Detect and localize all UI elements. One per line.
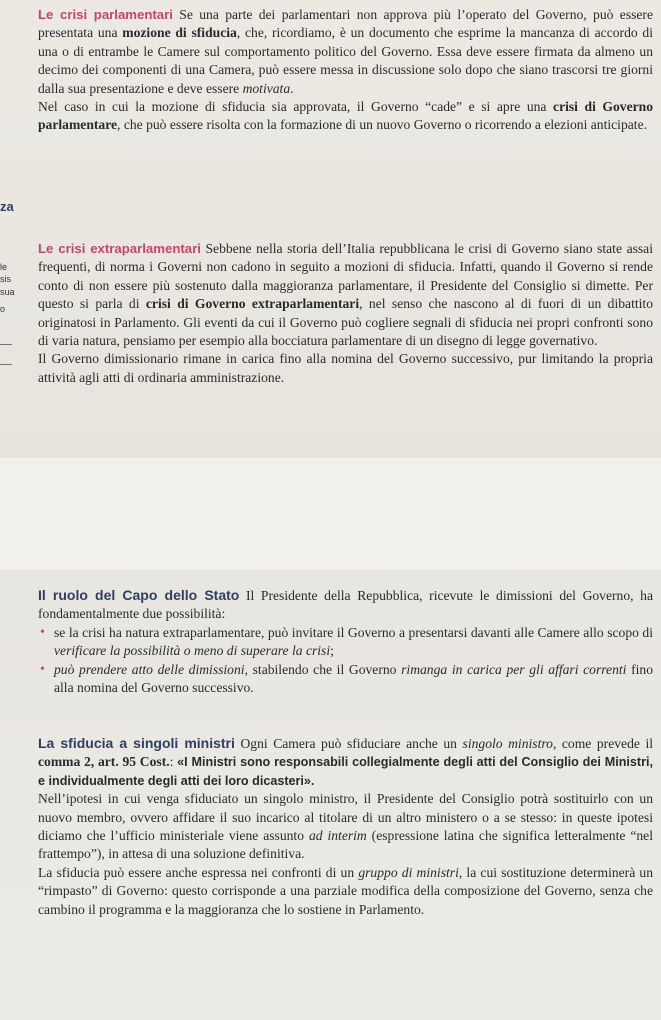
section-sfiducia-ministri bbox=[38, 734, 653, 919]
section-crisi-parlamentari bbox=[38, 6, 653, 135]
margin-fragment: o bbox=[0, 304, 6, 314]
paragraph-extraparlamentari: Le crisi extraparlamentari Sebbene nella storia dell’Italia repubblicana le crisi di Governo siano state assai frequenti, di norma i Governi non cadono in seguito a mozioni di sfiducia. Infatti, quando il Governo si rende conto di non essere più sostenuto dalla maggioranza parlamentare, il Presidente del Consiglio si dimette. Per questo si parla di crisi di Governo extraparlamentari, nel senso che nascono al di fuori di un dibattito originatosi in Parlamento. Gli eventi da cui il Governo può cogliere segnali di sfiducia nei propri confronti sono di varia natura, pensiamo per esempio alla bocciatura parlamentare di un disegno di legge governativo. bbox=[38, 241, 653, 349]
paragraph-governo-dimissionario: Il Governo dimissionario rimane in carica fino alla nomina del Governo successivo, pur limitando la propria attività agli atti di ordinaria amministrazione. bbox=[38, 351, 653, 385]
margin-fragment: sis bbox=[0, 274, 11, 284]
paragraph-ad-interim: Nell’ipotesi in cui venga sfiduciato un singolo ministro, il Presidente del Consiglio potrà sostituirlo con un nuovo membro, ovvero affidare il suo incarico al titolare di un altro ministero o a se stesso: in queste ipotesi diciamo che l’ufficio ministeriale viene assunto ad interim (espressione latina che significa letteralmente “nel frattempo”), in attesa di una soluzione definitiva. bbox=[38, 791, 653, 862]
heading-crisi-parlamentari: Le crisi parlamentari bbox=[38, 7, 173, 22]
constitution-quote: «I Ministri sono responsabili collegialmente degli atti del Consiglio dei Ministri, e individualmente degli atti dei loro dicasteri». bbox=[38, 755, 653, 788]
heading-sfiducia-ministri: La sfiducia a singoli ministri bbox=[38, 735, 235, 751]
paragraph-rimpasto: La sfiducia può essere anche espressa nei confronti di un gruppo di ministri, la cui sostituzione determinerà un “rimpasto” di Governo: questo corrisponde a una parziale modifica della composizione del Governo, senza che cambino il programma e la maggioranza che lo sostiene in Parlamento. bbox=[38, 864, 654, 917]
section-crisi-extraparlamentari bbox=[38, 240, 653, 387]
list-item: • se la crisi ha natura extraparlamentare, può invitare il Governo a presentarsi davanti alle Camere allo scopo di verificare la possibilità o meno di superare la crisi; bbox=[38, 624, 653, 661]
section-ruolo-capo-stato bbox=[38, 586, 653, 697]
margin-rule bbox=[0, 364, 12, 365]
paragraph-sfiducia-singoli: La sfiducia a singoli ministri Ogni Camera può sfiduciare anche un singolo ministro, come prevede il comma 2, art. 95 Cost.: «I Ministri sono responsabili collegialmente degli atti del Consiglio dei Ministri, e individualmente degli atti dei loro dicasteri». bbox=[38, 735, 654, 788]
list-item: • può prendere atto delle dimissioni, stabilendo che il Governo rimanga in carica per gli affari correnti fino alla nomina del Governo successivo. bbox=[38, 661, 653, 698]
paragraph-mozione-sfiducia: Le crisi parlamentari Se una parte dei parlamentari non approva più l’operato del Governo, può essere presentata una mozione di sfiducia, che, ricordiamo, è un documento che esprime la mancanza di accordo di una o di entrambe le Camere sul comportamento politico del Governo. Essa deve essere firmata da almeno un decimo dei componenti di una Camera, può essere messa in discussione solo dopo che siano trascorsi tre giorni dalla sua presentazione e deve essere motivata. bbox=[38, 7, 654, 96]
heading-ruolo-capo-stato: Il ruolo del Capo dello Stato bbox=[38, 587, 240, 603]
paragraph-ruolo-presidente: Il ruolo del Capo dello Stato Il Presidente della Repubblica, ricevute le dimissioni del Governo, ha fondamentalmente due possibilità: bbox=[38, 587, 653, 622]
heading-crisi-extraparlamentari: Le crisi extraparlamentari bbox=[38, 241, 201, 256]
paragraph-crisi-parlamentare: Nel caso in cui la mozione di sfiducia sia approvata, il Governo “cade” e si apre una crisi di Governo parlamentare, che può essere risolta con la formazione di un nuovo Governo o ricorrendo a elezioni anticipate. bbox=[38, 99, 653, 133]
margin-fragment: za bbox=[0, 199, 14, 214]
margin-fragment: sua bbox=[0, 287, 15, 297]
margin-rule bbox=[0, 344, 12, 345]
margin-fragment: le bbox=[0, 262, 8, 272]
page-divider bbox=[0, 458, 661, 570]
